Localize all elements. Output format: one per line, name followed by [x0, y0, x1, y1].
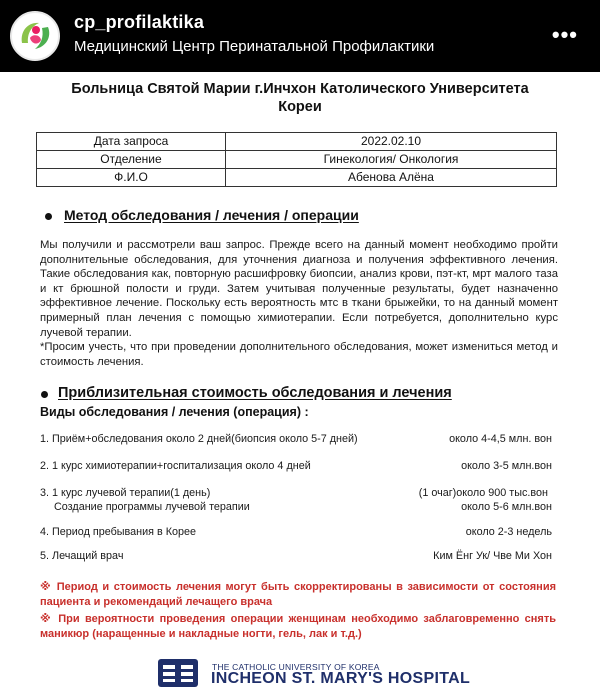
note-manicure: ※ При вероятности проведения операции женщинам необходимо заблаговременно снять маникюр (наращенные и накладные ногти, гель, лак и т.д.): [40, 613, 556, 640]
item-cost: около 2-3 недель: [465, 526, 552, 538]
list-item: [40, 460, 552, 474]
item-label: 4. Период пребывания в Корее: [40, 526, 197, 538]
method-paragraph: [40, 238, 558, 369]
item-cost: Ким Ёнг Ук/ Чве Ми Хон: [433, 550, 552, 562]
username[interactable]: cp_profilaktika: [74, 12, 205, 32]
item-label: 3. 1 курс лучевой терапии(1 день): [40, 487, 211, 499]
avatar-logo-icon: [12, 13, 58, 59]
table-value: Гинекология/ Онкология: [226, 151, 557, 169]
list-item: [40, 433, 552, 447]
table-label: Дата запроса: [37, 133, 226, 151]
table-label: Отделение: [37, 151, 226, 169]
item-label: 5. Лечащий врач: [40, 550, 124, 562]
list-item: [40, 526, 552, 540]
document-title: [40, 80, 560, 116]
request-info-table: [36, 132, 557, 187]
table-row: [37, 151, 557, 169]
bullet-icon: [41, 391, 48, 398]
list-item: [40, 487, 552, 515]
paragraph-note: *Просим учесть, что при проведении дополнительного обследования, может измениться метод и стоимость лечения.: [40, 341, 558, 368]
item-cost: около 3-5 млн.вон: [461, 460, 552, 472]
profile-subtitle: Медицинский Центр Перинатальной Профилактики: [74, 38, 435, 55]
list-item: [40, 550, 552, 564]
item-label: 1. Приём+обследования около 2 дней(биопсия около 5-7 дней): [40, 433, 358, 445]
item-cost: (1 очаг)около 900 тыс.вон: [418, 487, 548, 499]
item-cost-secondary: около 5-6 млн.вон: [461, 501, 552, 513]
table-row: [37, 133, 557, 151]
table-value: 2022.02.10: [226, 133, 557, 151]
note-period-cost: ※ Период и стоимость лечения могут быть скорректированы в зависимости от состояния пациента и рекомендаций лечащего врача: [40, 581, 556, 608]
paragraph-text: Мы получили и рассмотрели ваш запрос. Прежде всего на данный момент необходимо пройти дополнительные обследования, для уточнения диагноза и получения эффективного лечения. Такие обследования как, повторную расшифровку биопсии, анализ крови, пэт-кт, мрт малого таза и кт брюшной полости и груди. Затем учитывая полученные результаты, будет назначенно эффективное лечение. Поскольку есть вероятность мтс в ткани брыжейки, то на данный момент примерный план лечения с помощью химиотерапии. Если потребуется, дополнительно курс лучевой терапии.: [40, 239, 558, 339]
post-header: [0, 0, 600, 72]
types-header: Виды обследования / лечения (операция) :: [40, 405, 309, 419]
profile-avatar[interactable]: [10, 11, 60, 61]
table-row: [37, 169, 557, 187]
more-horizontal-icon[interactable]: •••: [551, 22, 578, 47]
item-label-secondary: Создание программы лучевой терапии: [54, 501, 250, 513]
logo-university-text: THE CATHOLIC UNIVERSITY OF KOREA: [212, 662, 380, 672]
item-cost: около 4-4,5 млн. вон: [449, 433, 552, 445]
hospital-logo-icon: [158, 659, 198, 687]
bullet-icon: [45, 213, 52, 220]
title-line-1: Больница Святой Марии г.Инчхон Католического Университета: [71, 81, 529, 97]
section-cost-title: Приблизительная стоимость обследования и лечения: [58, 385, 452, 401]
title-line-2: Кореи: [278, 99, 322, 115]
logo-hospital-text: INCHEON ST. MARY'S HOSPITAL: [211, 670, 471, 687]
table-label: Ф.И.О: [37, 169, 226, 187]
table-value: Абенова Алёна: [226, 169, 557, 187]
section-method-title: Метод обследования / лечения / операции: [64, 207, 359, 223]
item-label: 2. 1 курс химиотерапии+госпитализация около 4 дней: [40, 460, 311, 472]
document-image: [0, 72, 600, 695]
